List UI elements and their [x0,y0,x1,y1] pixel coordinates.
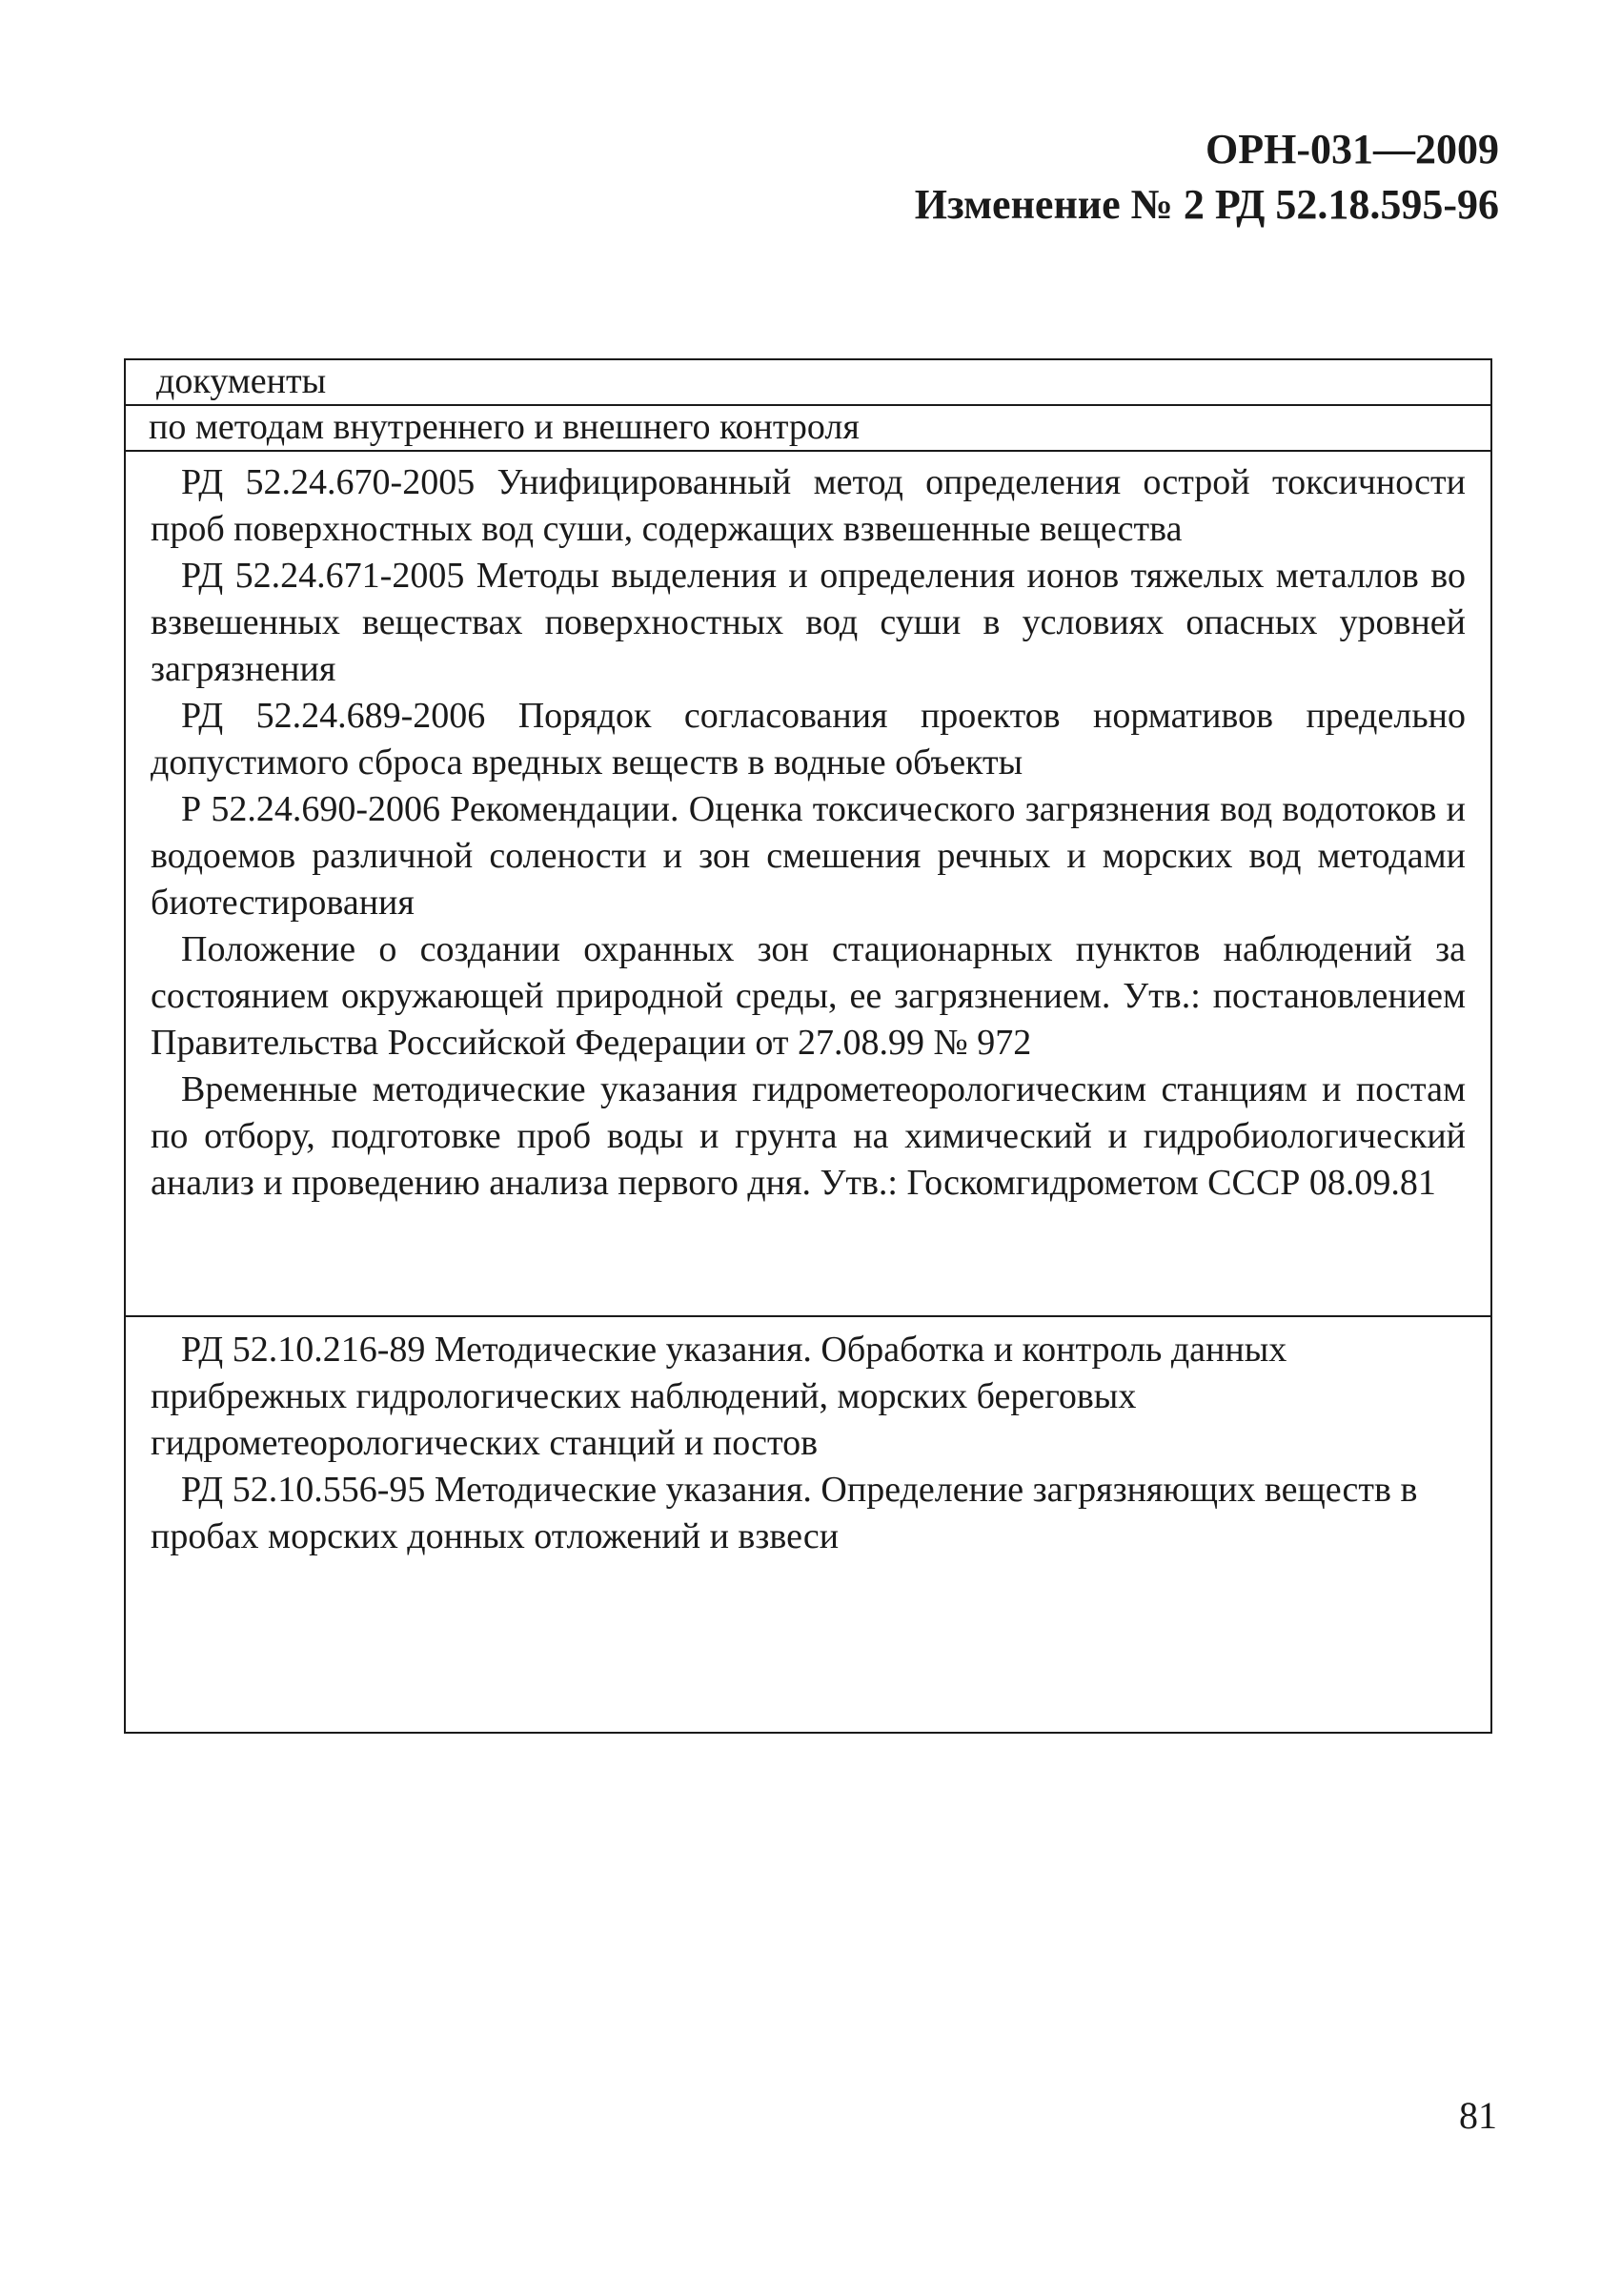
table-section-marine [126,1317,1490,1732]
document-change-title: Изменение № 2 РД 52.18.595-96 [914,181,1499,228]
document-header [915,122,1499,233]
list-item: Положение о создании охранных зон стационарных пунктов наблюдений за состоянием окружающей природной среды, ее загрязнением. Утв.: постановлением Правительства Российской Федерации от 27.08.99 № 972 [151,929,1466,1063]
table-row-control-methods: по методам внутреннего и внешнего контроля [126,406,1490,452]
list-item: РД 52.24.671-2005 Методы выделения и определения ионов тяжелых металлов во взвешенных веществах поверхностных вод суши в условиях опасных уровней загрязнения [151,556,1466,689]
table-section-guidelines [126,452,1490,1317]
list-item: РД 52.10.556-95 Методические указания. Определение загрязняющих веществ в пробах морских донных отложений и взвеси [151,1470,1418,1556]
list-item: Р 52.24.690-2006 Рекомендации. Оценка токсического загрязнения вод водотоков и водоемов различной солености и зон смешения речных и морских вод методами биотестирования [151,789,1466,923]
list-item: РД 52.24.689-2006 Порядок согласования проектов нормативов предельно допустимого сброса вредных веществ в водные объекты [151,696,1466,782]
page-number: 81 [1459,2094,1497,2137]
list-item: РД 52.24.670-2005 Унифицированный метод определения острой токсичности проб поверхностных вод суши, содержащих взвешенные вещества [151,462,1466,549]
document-code: ОРН-031—2009 [1206,126,1499,173]
list-item: Временные методические указания гидрометеорологическим станциям и постам по отбору, подготовке проб воды и грунта на химический и гидробиологический анализ и проведению анализа первого дня. Утв.: Госкомгидрометом СССР 08.09.81 [151,1069,1466,1203]
documents-table [124,358,1492,1734]
list-item: РД 52.10.216-89 Методические указания. Обработка и контроль данных прибрежных гидрологических наблюдений, морских береговых гидрометеорологических станций и постов [151,1330,1287,1463]
table-row-documents: документы [126,360,1490,406]
